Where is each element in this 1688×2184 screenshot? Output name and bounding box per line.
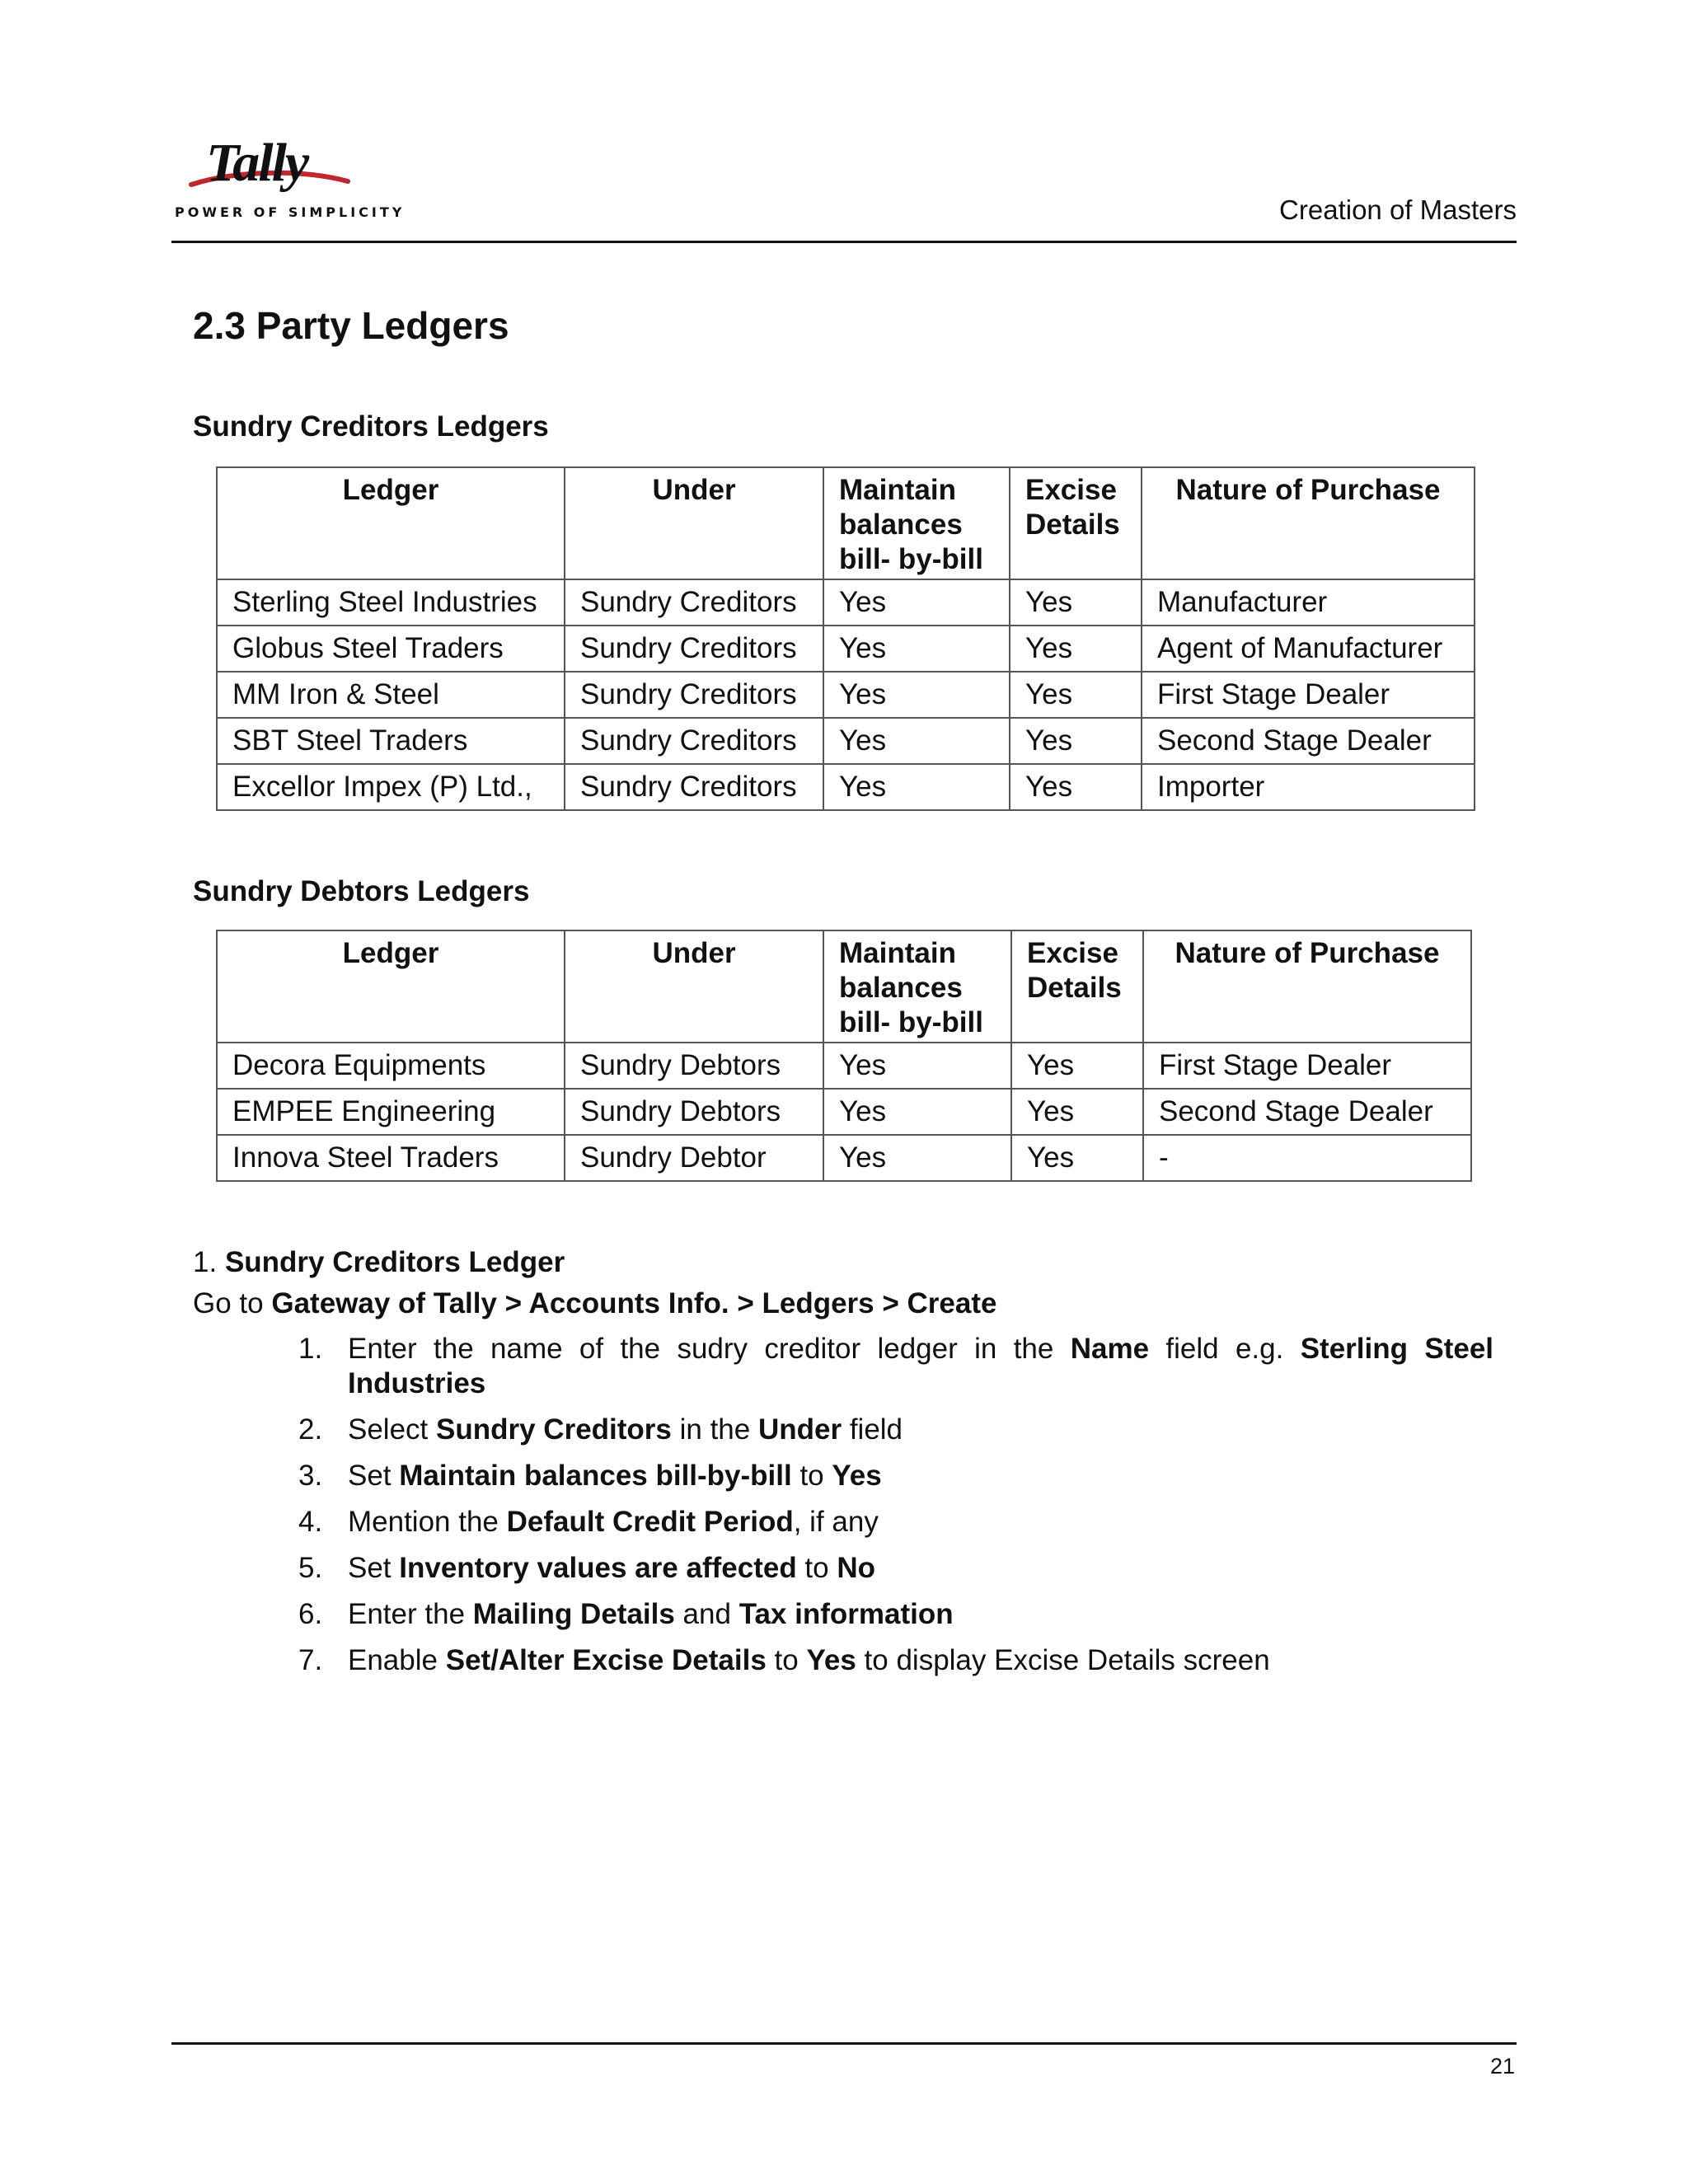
- step-text: in the: [671, 1413, 758, 1446]
- step-emphasis: Sundry Creditors: [436, 1413, 672, 1446]
- table-cell: Yes: [1011, 1089, 1143, 1135]
- step-number: 4.: [298, 1506, 323, 1538]
- column-header-nature-of-purchase: Nature of Purchase: [1142, 467, 1475, 579]
- table-row: [217, 718, 1475, 764]
- table-row: [217, 672, 1475, 718]
- step-number: 5.: [298, 1552, 323, 1584]
- step-number: 3.: [298, 1460, 323, 1492]
- table-cell: Yes: [823, 672, 1010, 718]
- list-item: [298, 1551, 1493, 1586]
- step-emphasis: No: [837, 1552, 875, 1584]
- column-header-nature-of-purchase: Nature of Purchase: [1143, 930, 1471, 1043]
- table-cell: Yes: [1010, 579, 1142, 626]
- table-row: [217, 1089, 1471, 1135]
- logo-tagline: POWER OF SIMPLICITY: [175, 204, 406, 220]
- step-number: 6.: [298, 1598, 323, 1630]
- list-item: [298, 1459, 1493, 1493]
- step-emphasis: Yes: [806, 1644, 856, 1676]
- column-header-ledger: Ledger: [217, 930, 565, 1043]
- table-cell: Sundry Debtors: [565, 1043, 823, 1089]
- table-cell: Yes: [1010, 718, 1142, 764]
- column-header-excise-details: Excise Details: [1011, 930, 1143, 1043]
- list-item: [298, 1413, 1493, 1447]
- table-cell: Yes: [823, 1043, 1011, 1089]
- table-cell: Sterling Steel Industries: [217, 579, 565, 626]
- step-emphasis: Name: [1070, 1333, 1150, 1365]
- debtors-heading: Sundry Debtors Ledgers: [193, 875, 530, 907]
- table-cell: Sundry Creditors: [565, 764, 823, 810]
- table-cell: SBT Steel Traders: [217, 718, 565, 764]
- step-number: 2.: [298, 1413, 323, 1446]
- step-emphasis: Mailing Details: [472, 1598, 675, 1630]
- table-cell: Yes: [823, 1089, 1011, 1135]
- table-cell: Yes: [1010, 764, 1142, 810]
- footer-divider: [171, 2042, 1517, 2045]
- step-text: to: [796, 1552, 837, 1584]
- table-cell: Second Stage Dealer: [1143, 1089, 1471, 1135]
- table-cell: MM Iron & Steel: [217, 672, 565, 718]
- header-divider: [171, 241, 1517, 243]
- step-emphasis: Inventory values are affected: [399, 1552, 797, 1584]
- step-text: to: [766, 1644, 807, 1676]
- step-text: Mention the: [348, 1506, 507, 1538]
- list-item: [298, 1643, 1493, 1678]
- goto-path: [193, 1287, 996, 1320]
- goto-prefix: Go to: [193, 1287, 264, 1319]
- table-cell: Yes: [1011, 1135, 1143, 1181]
- list-item: [298, 1597, 1493, 1632]
- table-header-row: [217, 467, 1475, 579]
- step-text: to: [791, 1460, 832, 1492]
- instructions-title-text: Sundry Creditors Ledger: [224, 1246, 565, 1278]
- table-cell: Globus Steel Traders: [217, 626, 565, 672]
- debtors-table: [216, 930, 1472, 1182]
- step-text: Enter the name of the sudry creditor ledger in the: [348, 1333, 1071, 1365]
- table-cell: Innova Steel Traders: [217, 1135, 565, 1181]
- table-row: [217, 626, 1475, 672]
- step-text: Enter the: [348, 1598, 473, 1630]
- table-cell: Yes: [823, 764, 1010, 810]
- step-text: Enable: [348, 1644, 446, 1676]
- step-emphasis: Under: [757, 1413, 842, 1446]
- step-text: Set: [348, 1460, 400, 1492]
- table-cell: Sundry Creditors: [565, 718, 823, 764]
- table-cell: Manufacturer: [1142, 579, 1475, 626]
- table-cell: Sundry Debtors: [565, 1089, 823, 1135]
- step-text: Select: [348, 1413, 436, 1446]
- step-emphasis: Tax information: [738, 1598, 954, 1630]
- creditors-heading: Sundry Creditors Ledgers: [193, 410, 549, 443]
- table-cell: Yes: [823, 1135, 1011, 1181]
- table-cell: Excellor Impex (P) Ltd.,: [217, 764, 565, 810]
- table-cell: EMPEE Engineering: [217, 1089, 565, 1135]
- step-emphasis: Maintain balances bill-by-bill: [399, 1460, 792, 1492]
- goto-path-text: Gateway of Tally > Accounts Info. > Ledgers > Create: [271, 1287, 997, 1319]
- step-text: to display Excise Details screen: [856, 1644, 1270, 1676]
- instructions-title: [193, 1246, 565, 1279]
- column-header-ledger: Ledger: [217, 467, 565, 579]
- step-number: 1.: [298, 1333, 323, 1365]
- page-title: 2.3 Party Ledgers: [193, 304, 509, 347]
- table-cell: First Stage Dealer: [1143, 1043, 1471, 1089]
- table-cell: Agent of Manufacturer: [1142, 626, 1475, 672]
- column-header-under: Under: [565, 467, 823, 579]
- step-text: Set: [348, 1552, 400, 1584]
- logo-wordmark: Tally: [206, 133, 308, 193]
- table-cell: Yes: [823, 579, 1010, 626]
- table-row: [217, 764, 1475, 810]
- table-cell: Sundry Creditors: [565, 579, 823, 626]
- tally-logo: [175, 132, 406, 223]
- step-text: and: [674, 1598, 739, 1630]
- creditors-table: [216, 466, 1475, 811]
- table-cell: Sundry Debtor: [565, 1135, 823, 1181]
- table-header-row: [217, 930, 1471, 1043]
- table-row: [217, 579, 1475, 626]
- column-header-under: Under: [565, 930, 823, 1043]
- step-emphasis: Set/Alter Excise Details: [445, 1644, 767, 1676]
- table-cell: Yes: [823, 626, 1010, 672]
- table-cell: Yes: [1011, 1043, 1143, 1089]
- instructions-number: 1.: [193, 1246, 218, 1278]
- step-emphasis: Sterling Steel Industries: [348, 1333, 1494, 1399]
- table-cell: First Stage Dealer: [1142, 672, 1475, 718]
- step-text: field e.g.: [1149, 1333, 1301, 1365]
- table-cell: Second Stage Dealer: [1142, 718, 1475, 764]
- table-cell: Yes: [823, 718, 1010, 764]
- table-cell: Importer: [1142, 764, 1475, 810]
- step-number: 7.: [298, 1644, 323, 1676]
- table-row: [217, 1135, 1471, 1181]
- step-emphasis: Default Credit Period: [506, 1506, 794, 1538]
- table-row: [217, 1043, 1471, 1089]
- list-item: [298, 1332, 1493, 1401]
- column-header-maintain-balances: Maintain balances bill- by-bill: [823, 930, 1011, 1043]
- column-header-maintain-balances: Maintain balances bill- by-bill: [823, 467, 1010, 579]
- table-cell: Decora Equipments: [217, 1043, 565, 1089]
- step-text: , if any: [793, 1506, 879, 1538]
- page-number: 21: [1489, 2054, 1515, 2079]
- list-item: [298, 1505, 1493, 1540]
- step-emphasis: Yes: [832, 1460, 882, 1492]
- table-cell: Yes: [1010, 626, 1142, 672]
- column-header-excise-details: Excise Details: [1010, 467, 1142, 579]
- table-cell: -: [1143, 1135, 1471, 1181]
- steps-list: [298, 1332, 1493, 1690]
- step-text: field: [842, 1413, 903, 1446]
- table-cell: Sundry Creditors: [565, 626, 823, 672]
- section-title: Creation of Masters: [1279, 194, 1517, 225]
- table-cell: Sundry Creditors: [565, 672, 823, 718]
- table-cell: Yes: [1010, 672, 1142, 718]
